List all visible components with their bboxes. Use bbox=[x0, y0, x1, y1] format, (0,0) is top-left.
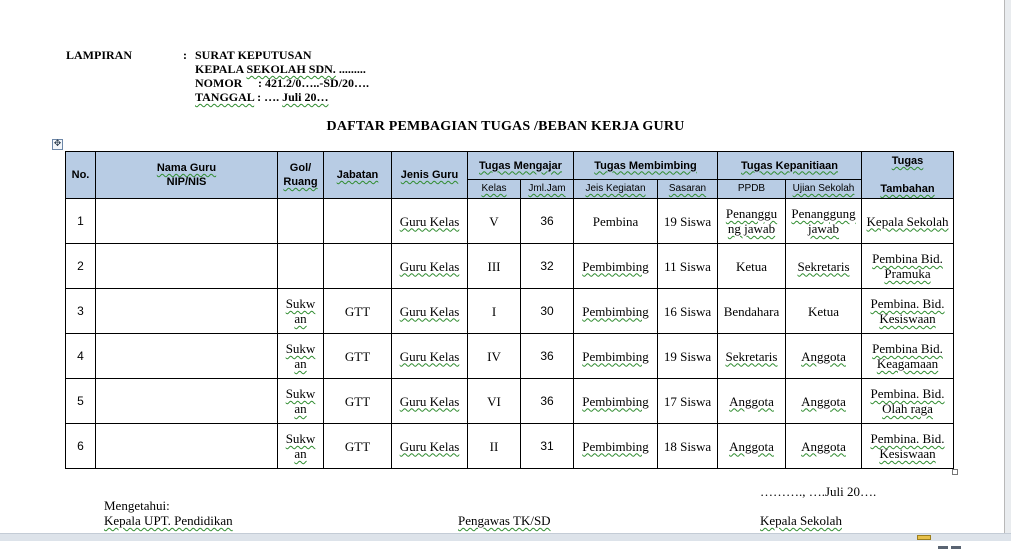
tanggal-line: TANGGAL : …. Juli 20… bbox=[195, 90, 329, 104]
cell-jam[interactable]: 32 bbox=[521, 244, 574, 289]
header-ppdb: PPDB bbox=[718, 180, 786, 199]
header-jenis-guru: Jenis Guru bbox=[392, 152, 468, 199]
view-mode-icons[interactable] bbox=[938, 536, 966, 540]
cell-kelas[interactable]: III bbox=[468, 244, 521, 289]
cell-ujian[interactable]: Anggota bbox=[786, 379, 862, 424]
cell-ppdb[interactable]: Penanggu ng jawab bbox=[718, 199, 786, 244]
cell-no[interactable]: 5 bbox=[66, 379, 96, 424]
table-row bbox=[66, 289, 954, 334]
cell-ujian[interactable]: Sekretaris bbox=[786, 244, 862, 289]
table-move-handle-icon[interactable]: ✥ bbox=[53, 139, 62, 149]
cell-nama[interactable] bbox=[96, 289, 278, 334]
cell-kegiatan[interactable]: Pembimbing bbox=[574, 334, 658, 379]
cell-gol[interactable]: Sukw an bbox=[278, 334, 324, 379]
kepala-sekolah-label: Kepala Sekolah bbox=[760, 513, 842, 528]
cell-ppdb[interactable]: Ketua bbox=[718, 244, 786, 289]
cell-kegiatan[interactable]: Pembina bbox=[574, 199, 658, 244]
cell-ujian[interactable]: Ketua bbox=[786, 289, 862, 334]
cell-kegiatan[interactable]: Pembimbing bbox=[574, 379, 658, 424]
layout-view-icon[interactable] bbox=[917, 535, 931, 540]
cell-jabatan[interactable] bbox=[324, 199, 392, 244]
cell-ppdb[interactable]: Sekretaris bbox=[718, 334, 786, 379]
cell-no[interactable]: 3 bbox=[66, 289, 96, 334]
cell-kelas[interactable]: IV bbox=[468, 334, 521, 379]
header-tugas-mengajar: Tugas Mengajar bbox=[468, 152, 574, 180]
table-row bbox=[66, 424, 954, 469]
cell-jenis[interactable]: Guru Kelas bbox=[392, 244, 468, 289]
cell-no[interactable]: 4 bbox=[66, 334, 96, 379]
cell-kelas[interactable]: V bbox=[468, 199, 521, 244]
cell-jenis[interactable]: Guru Kelas bbox=[392, 379, 468, 424]
cell-ppdb[interactable]: Anggota bbox=[718, 379, 786, 424]
header-tugas-membimbing: Tugas Membimbing bbox=[574, 152, 718, 180]
cell-gol[interactable] bbox=[278, 199, 324, 244]
cell-kelas[interactable]: II bbox=[468, 424, 521, 469]
table-row bbox=[66, 244, 954, 289]
cell-tambahan[interactable]: Pembina. Bid. Kesiswaan bbox=[862, 424, 954, 469]
cell-kelas[interactable]: I bbox=[468, 289, 521, 334]
table-row bbox=[66, 334, 954, 379]
cell-ppdb[interactable]: Bendahara bbox=[718, 289, 786, 334]
lampiran-colon: : bbox=[183, 48, 187, 62]
cell-kelas[interactable]: VI bbox=[468, 379, 521, 424]
cell-sasaran[interactable]: 11 Siswa bbox=[658, 244, 718, 289]
cell-sasaran[interactable]: 17 Siswa bbox=[658, 379, 718, 424]
cell-sasaran[interactable]: 16 Siswa bbox=[658, 289, 718, 334]
cell-no[interactable]: 2 bbox=[66, 244, 96, 289]
header-ujian-sekolah: Ujian Sekolah bbox=[786, 180, 862, 199]
date-line: ………., ….Juli 20…. bbox=[760, 484, 877, 499]
header-jabatan: Jabatan bbox=[324, 152, 392, 199]
nomor-label: NOMOR bbox=[195, 76, 243, 90]
kepala-sekolah-line: KEPALA SEKOLAH SDN. ......... bbox=[195, 62, 366, 76]
cell-kegiatan[interactable]: Pembimbing bbox=[574, 289, 658, 334]
page-shadow bbox=[1005, 0, 1011, 533]
cell-jabatan[interactable]: GTT bbox=[324, 289, 392, 334]
cell-tambahan[interactable]: Pembina Bid. Keagamaan bbox=[862, 334, 954, 379]
cell-sasaran[interactable]: 18 Siswa bbox=[658, 424, 718, 469]
cell-no[interactable]: 6 bbox=[66, 424, 96, 469]
surat-keputusan: SURAT KEPUTUSAN bbox=[195, 48, 312, 62]
cell-tambahan[interactable]: Pembina. Bid. Olah raga bbox=[862, 379, 954, 424]
cell-sasaran[interactable]: 19 Siswa bbox=[658, 199, 718, 244]
cell-jenis[interactable]: Guru Kelas bbox=[392, 334, 468, 379]
cell-nama[interactable] bbox=[96, 379, 278, 424]
cell-jam[interactable]: 30 bbox=[521, 289, 574, 334]
lampiran-label: LAMPIRAN bbox=[66, 48, 132, 62]
cell-jam[interactable]: 31 bbox=[521, 424, 574, 469]
cell-gol[interactable]: Sukw an bbox=[278, 379, 324, 424]
cell-gol[interactable]: Sukw an bbox=[278, 289, 324, 334]
cell-jabatan[interactable]: GTT bbox=[324, 334, 392, 379]
cell-jabatan[interactable]: GTT bbox=[324, 379, 392, 424]
cell-tambahan[interactable]: Pembina. Bid. Kesiswaan bbox=[862, 289, 954, 334]
cell-jam[interactable]: 36 bbox=[521, 199, 574, 244]
cell-kegiatan[interactable]: Pembimbing bbox=[574, 244, 658, 289]
cell-ujian[interactable]: Anggota bbox=[786, 334, 862, 379]
header-jml-jam: Jml.Jam bbox=[521, 180, 574, 199]
cell-jabatan[interactable]: GTT bbox=[324, 424, 392, 469]
cell-jenis[interactable]: Guru Kelas bbox=[392, 289, 468, 334]
header-nama-guru: Nama Guru NIP/NIS bbox=[96, 152, 278, 199]
cell-ujian[interactable]: Penanggung jawab bbox=[786, 199, 862, 244]
mengetahui-label: Mengetahui: bbox=[104, 498, 170, 513]
cell-sasaran[interactable]: 19 Siswa bbox=[658, 334, 718, 379]
table-row bbox=[66, 199, 954, 244]
header-sasaran: Sasaran bbox=[658, 180, 718, 199]
cell-gol[interactable]: Sukw an bbox=[278, 424, 324, 469]
cell-nama[interactable] bbox=[96, 334, 278, 379]
cell-nama[interactable] bbox=[96, 244, 278, 289]
pengawas-label: Pengawas TK/SD bbox=[458, 513, 551, 528]
cell-gol[interactable] bbox=[278, 244, 324, 289]
cell-no[interactable]: 1 bbox=[66, 199, 96, 244]
cell-nama[interactable] bbox=[96, 199, 278, 244]
cell-jenis[interactable]: Guru Kelas bbox=[392, 199, 468, 244]
document-title: DAFTAR PEMBAGIAN TUGAS /BEBAN KERJA GURU bbox=[326, 119, 685, 134]
header-kelas: Kelas bbox=[468, 180, 521, 199]
cell-ujian[interactable]: Anggota bbox=[786, 424, 862, 469]
nomor-value: : 421.2/0…..-SD/20…. bbox=[258, 76, 369, 90]
cell-tambahan[interactable]: Kepala Sekolah bbox=[862, 199, 954, 244]
header-gol-ruang: Gol/ Ruang bbox=[278, 152, 324, 199]
cell-jabatan[interactable] bbox=[324, 244, 392, 289]
cell-jam[interactable]: 36 bbox=[521, 379, 574, 424]
header-tugas-kepanitiaan: Tugas Kepanitiaan bbox=[718, 152, 862, 180]
kepala-upt-label: Kepala UPT. Pendidikan bbox=[104, 513, 233, 528]
table-resize-handle-icon[interactable] bbox=[952, 469, 958, 475]
header-jenis-kegiatan: Jeis Kegiatan bbox=[574, 180, 658, 199]
cell-ppdb[interactable]: Anggota bbox=[718, 424, 786, 469]
duty-table bbox=[65, 151, 954, 469]
table-row bbox=[66, 379, 954, 424]
header-no: No. bbox=[66, 152, 96, 199]
cell-kegiatan[interactable]: Pembimbing bbox=[574, 424, 658, 469]
cell-jam[interactable]: 36 bbox=[521, 334, 574, 379]
cell-tambahan[interactable]: Pembina Bid. Pramuka bbox=[862, 244, 954, 289]
cell-jenis[interactable]: Guru Kelas bbox=[392, 424, 468, 469]
header-tugas-tambahan: Tugas Tambahan bbox=[862, 152, 954, 199]
cell-nama[interactable] bbox=[96, 424, 278, 469]
